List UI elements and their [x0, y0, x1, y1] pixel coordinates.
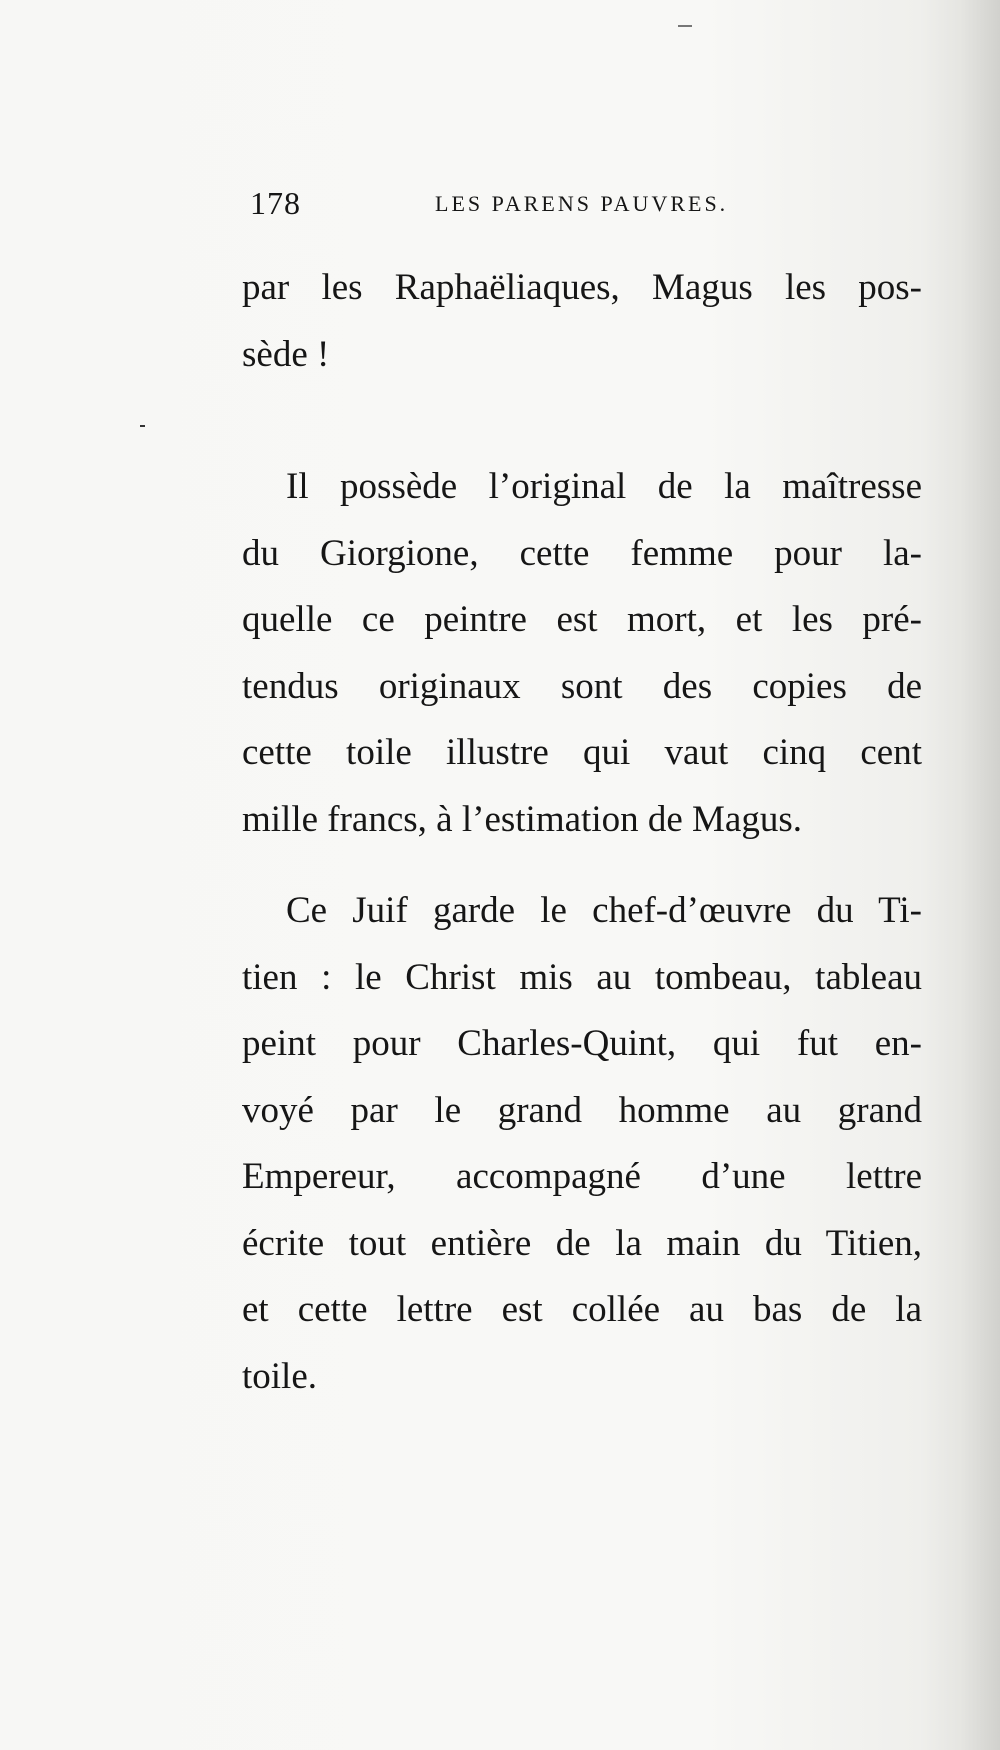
text-line: toile. — [242, 1355, 318, 1397]
text-line: Il possède l’original de la maîtresse — [286, 466, 922, 507]
running-head — [250, 185, 920, 225]
paragraph-gap — [242, 388, 922, 454]
text-line: Empereur, accompagné d’une lettre — [242, 1156, 922, 1197]
text-line: cette toile illustre qui vaut cinq cent — [242, 732, 922, 773]
text-line: Ce Juif garde le chef-d’œuvre du Ti- — [286, 890, 922, 931]
text-line: tien : le Christ mis au tombeau, tableau — [242, 956, 922, 998]
paragraph — [242, 454, 922, 853]
text-line: voyé par le grand homme au grand — [242, 1089, 922, 1131]
paragraph — [242, 255, 922, 388]
body-text — [242, 255, 922, 1410]
text-line: peint pour Charles-Quint, qui fut en- — [242, 1023, 922, 1064]
text-line: mille francs, à l’estimation de Magus. — [242, 798, 802, 840]
paragraph-gap — [242, 853, 922, 878]
text-line: écrite tout entière de la main du Titien, — [242, 1222, 922, 1264]
text-line: quelle ce peintre est mort, et les pré- — [242, 599, 922, 640]
paragraph — [242, 878, 922, 1410]
text-line: sède ! — [242, 333, 330, 375]
ink-speck — [140, 425, 145, 427]
ink-speck — [678, 25, 692, 27]
page-edge-shadow — [960, 0, 1000, 1750]
text-line: par les Raphaëliaques, Magus les pos- — [242, 267, 922, 308]
text-line: tendus originaux sont des copies de — [242, 665, 922, 707]
running-title: LES PARENS PAUVRES. — [435, 191, 729, 216]
text-line: du Giorgione, cette femme pour la- — [242, 532, 922, 574]
page-number: 178 — [250, 185, 301, 221]
text-line: et cette lettre est collée au bas de la — [242, 1289, 922, 1330]
